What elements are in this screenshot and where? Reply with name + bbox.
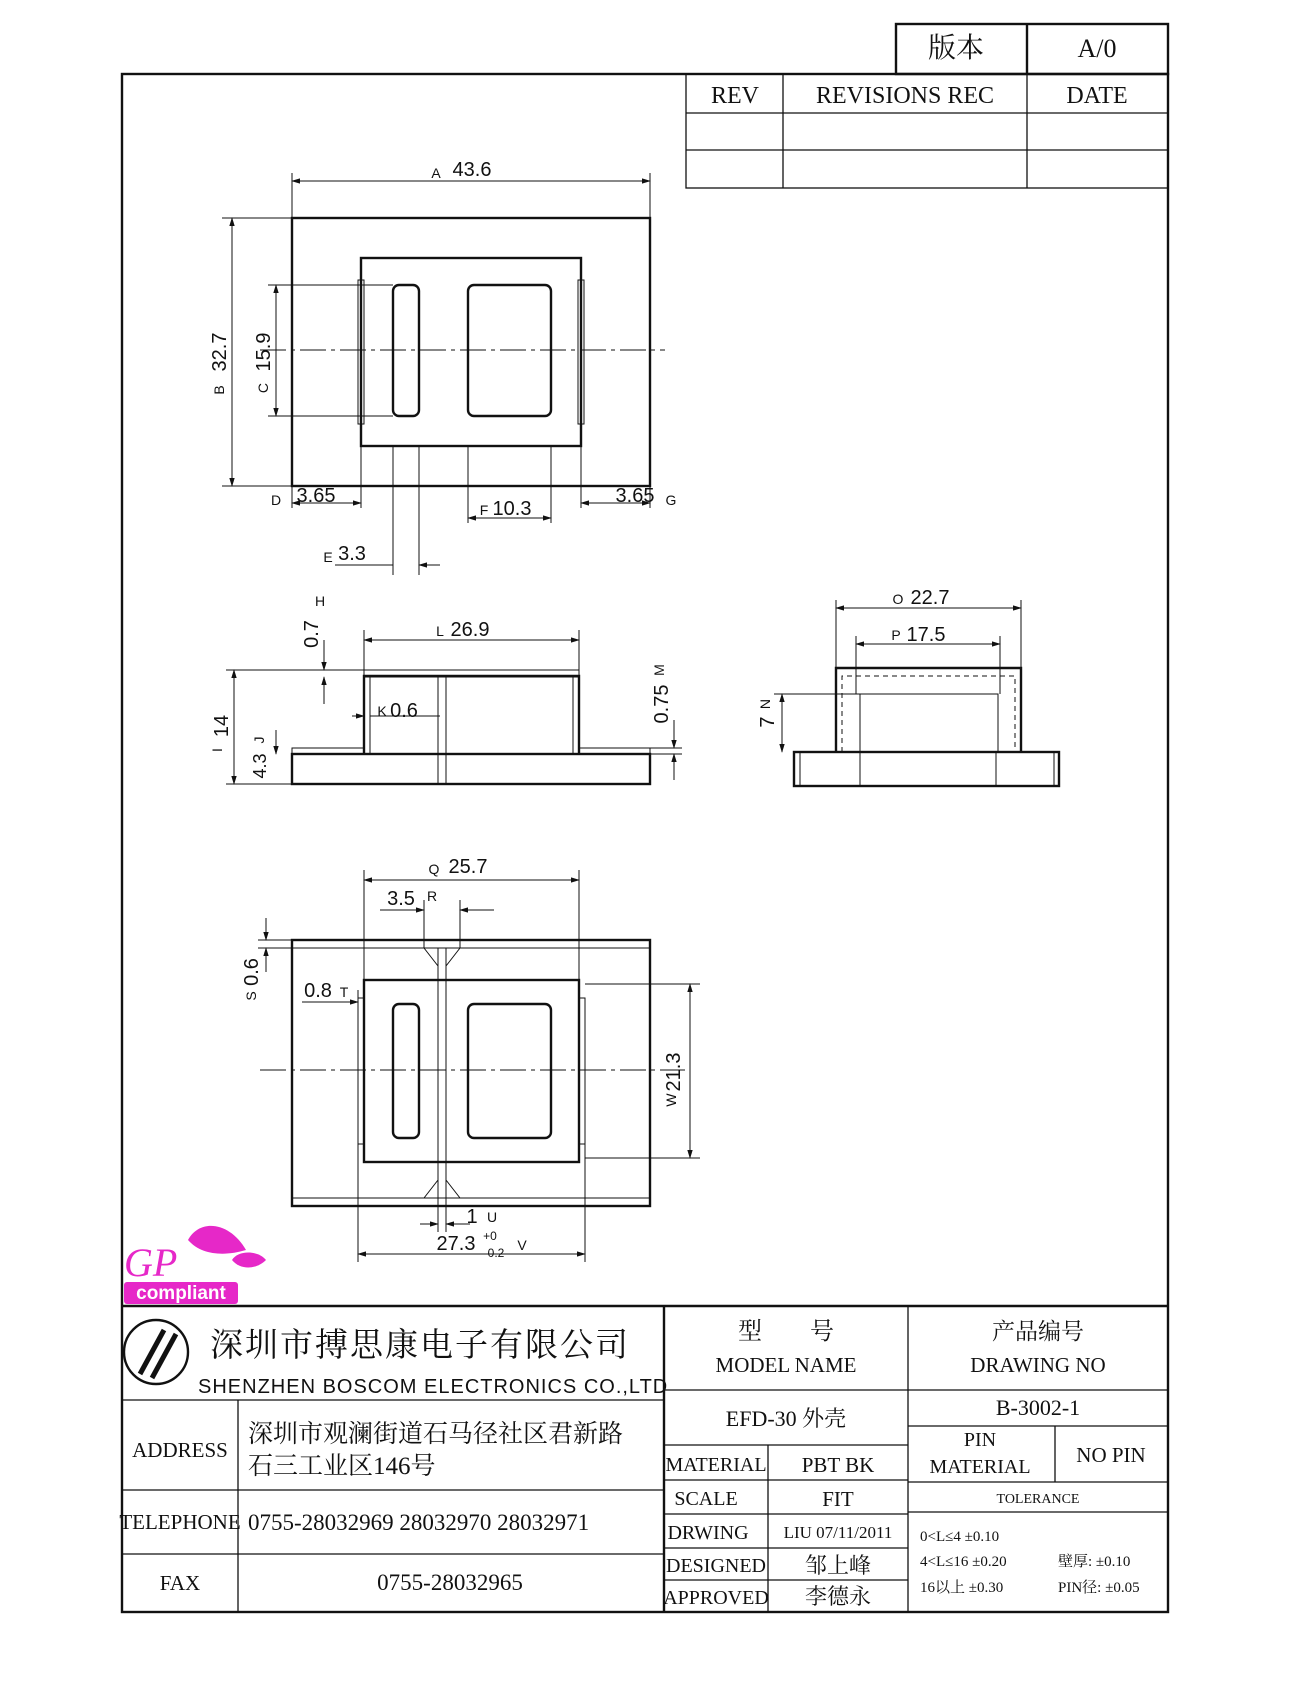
dim-s-letter: S <box>243 991 259 1001</box>
scale-value: FIT <box>822 1487 854 1511</box>
dim-w-value: 21.3 <box>663 1052 685 1092</box>
scale-label: SCALE <box>674 1488 738 1510</box>
dim-e-value: 3.3 <box>338 543 366 565</box>
dim-m-value: 0.75 <box>651 684 673 724</box>
model-label-en: MODEL NAME <box>715 1353 857 1377</box>
dim-d-value: 3.65 <box>296 485 336 507</box>
dim-j-value: 4.3 <box>250 753 270 779</box>
date-header: DATE <box>1066 83 1128 109</box>
dim-p-letter: P <box>891 627 901 643</box>
designed-label: DESIGNED <box>666 1555 766 1577</box>
approved-label: APPROVED <box>663 1587 769 1609</box>
dim-r-letter: R <box>426 888 438 904</box>
tolerance-row-3a: 16以上 ±0.30 <box>920 1580 1004 1596</box>
material-value: PBT BK <box>801 1453 875 1477</box>
drawing-value: LIU 07/11/2011 <box>783 1523 893 1542</box>
tolerance-row-3b: PIN径: ±0.05 <box>1058 1580 1140 1596</box>
top-view <box>222 173 665 575</box>
dim-r-value: 3.5 <box>387 888 415 910</box>
dim-p-value: 17.5 <box>906 624 946 646</box>
address-line-1: 深圳市观澜街道石马径社区君新路 <box>248 1421 624 1448</box>
dim-i-letter: I <box>209 748 225 752</box>
tolerance-row-1: 0<L≤4 ±0.10 <box>920 1529 1000 1545</box>
dim-l-value: 26.9 <box>450 619 490 641</box>
dim-q-letter: Q <box>428 861 440 877</box>
company-name-cn: 深圳市搏思康电子有限公司 <box>210 1328 630 1364</box>
dim-v-tol-upper: +0 <box>483 1229 497 1243</box>
version-value: A/0 <box>1077 34 1117 63</box>
dim-i-value: 14 <box>211 714 233 738</box>
dim-m-letter: M <box>651 664 667 676</box>
dim-a-value: 43.6 <box>452 159 492 181</box>
dim-v-tol-lower: -0.2 <box>483 1246 505 1260</box>
pin-material-label-1: PIN <box>963 1429 997 1451</box>
address-line-2: 石三工业区146号 <box>248 1453 436 1480</box>
dim-l-letter: L <box>436 623 444 639</box>
dim-t-value: 0.8 <box>304 980 332 1002</box>
dim-a-letter: A <box>431 165 441 181</box>
dim-b-value: 32.7 <box>209 332 231 372</box>
telephone-label: TELEPHONE <box>119 1510 241 1534</box>
boscom-logo-icon <box>124 1320 188 1384</box>
tolerance-label: TOLERANCE <box>996 1492 1080 1507</box>
dim-g-value: 3.65 <box>615 485 655 507</box>
dim-v-value: 27.3 <box>436 1233 476 1255</box>
gp-logo-text: GP <box>124 1240 178 1285</box>
dim-b-letter: B <box>211 385 227 395</box>
dim-v-letter: V <box>517 1237 527 1253</box>
drawing-no-label-cn: 产品编号 <box>992 1319 1084 1344</box>
dim-f-value: 10.3 <box>492 498 532 520</box>
dim-e-letter: E <box>323 549 333 565</box>
rev-header: REV <box>711 83 759 109</box>
address-label: ADDRESS <box>132 1438 228 1462</box>
dim-g-letter: G <box>665 492 677 508</box>
gp-logo-subtext: compliant <box>136 1283 226 1304</box>
dim-o-value: 22.7 <box>910 587 950 609</box>
dim-t-letter: T <box>339 984 349 1000</box>
dim-w-letter: W <box>663 1093 679 1107</box>
approved-value: 李德永 <box>804 1584 872 1609</box>
tolerance-row-2a: 4<L≤16 ±0.20 <box>920 1554 1007 1570</box>
pin-material-value: NO PIN <box>1076 1443 1146 1467</box>
side-view <box>226 630 682 784</box>
dim-k-letter: K <box>377 703 387 719</box>
drawing-no-value: B-3002-1 <box>995 1395 1081 1420</box>
dim-c-letter: C <box>255 382 271 394</box>
designed-value: 邹上峰 <box>804 1553 872 1578</box>
dim-d-letter: D <box>270 492 282 508</box>
dim-h-value: 0.7 <box>301 620 323 648</box>
revisions-header: REVISIONS REC <box>815 83 995 109</box>
fax-label: FAX <box>159 1571 201 1595</box>
dim-n-value: 7 <box>757 716 779 728</box>
material-label: MATERIAL <box>665 1454 767 1476</box>
dim-o-letter: O <box>892 591 904 607</box>
model-value: EFD-30 外壳 <box>725 1406 847 1431</box>
dim-u-letter: U <box>486 1209 498 1225</box>
dim-q-value: 25.7 <box>448 856 488 878</box>
company-name-en: SHENZHEN BOSCOM ELECTRONICS CO.,LTD <box>198 1376 669 1398</box>
fax-value: 0755-28032965 <box>377 1570 523 1595</box>
model-label-cn: 型 号 <box>738 1319 834 1345</box>
dim-k-value: 0.6 <box>390 700 418 722</box>
dim-n-letter: N <box>757 698 773 710</box>
dim-s-value: 0.6 <box>241 958 263 986</box>
tolerance-row-2b: 壁厚: ±0.10 <box>1058 1554 1131 1570</box>
dim-h-letter: H <box>314 593 326 609</box>
dim-j-letter: J <box>251 736 267 744</box>
dim-c-value: 15.9 <box>253 332 275 372</box>
pin-material-label-2: MATERIAL <box>929 1456 1031 1478</box>
dim-f-letter: F <box>479 502 489 518</box>
dim-u-value: 1 <box>466 1206 478 1228</box>
bottom-view <box>258 870 700 1262</box>
telephone-value: 0755-28032969 28032970 28032971 <box>248 1510 590 1535</box>
drawing-no-label-en: DRAWING NO <box>970 1353 1106 1377</box>
drawing-label: DRWING <box>667 1522 749 1544</box>
version-label: 版本 <box>927 33 985 64</box>
